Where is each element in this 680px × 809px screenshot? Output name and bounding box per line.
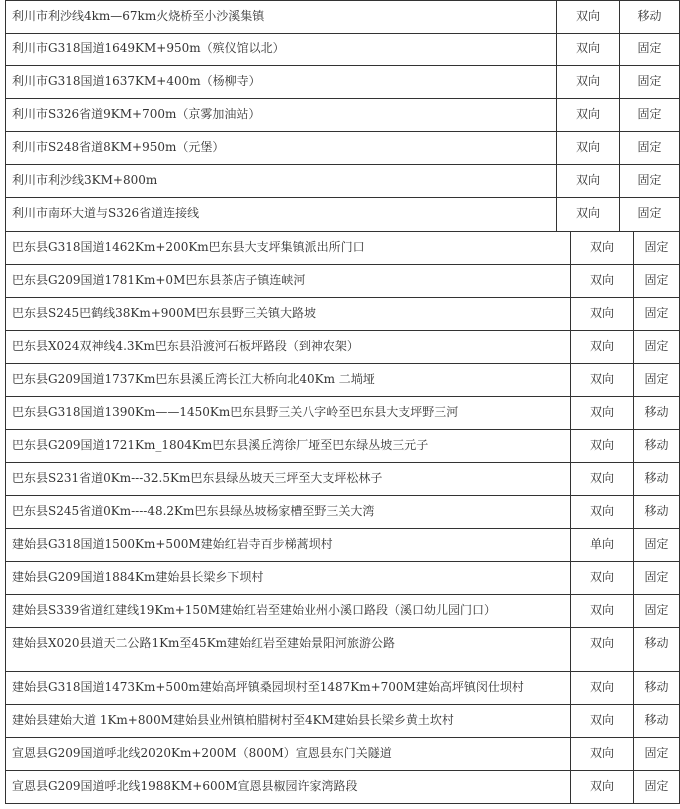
table-row bbox=[5, 198, 680, 232]
location-cell: 巴东县G209国道1737Km巴东县溪丘湾长江大桥向北40Km 二埫垭 bbox=[5, 364, 571, 397]
table-row bbox=[5, 496, 680, 529]
location-cell: 巴东县G209国道1721Km_1804Km巴东县溪丘湾徐厂垭至巴东绿丛坡三元子 bbox=[5, 430, 571, 463]
type-cell: 移动 bbox=[633, 463, 680, 496]
direction-cell: 双向 bbox=[556, 0, 620, 34]
table-row bbox=[5, 463, 680, 496]
location-cell: 建始县G209国道1884Km建始县长梁乡下坝村 bbox=[5, 562, 571, 595]
table-row bbox=[5, 298, 680, 331]
type-cell: 移动 bbox=[619, 0, 680, 34]
direction-cell: 双向 bbox=[570, 595, 634, 628]
direction-cell: 双向 bbox=[570, 705, 634, 738]
table-row bbox=[5, 595, 680, 628]
location-cell: 利川市G318国道1649KM+950m（殡仪馆以北） bbox=[5, 33, 557, 66]
location-cell: 利川市S248省道8KM+950m（元堡） bbox=[5, 132, 557, 165]
direction-cell: 双向 bbox=[556, 132, 620, 165]
table-row bbox=[5, 265, 680, 298]
type-cell: 移动 bbox=[633, 397, 680, 430]
direction-cell: 双向 bbox=[570, 430, 634, 463]
direction-cell: 双向 bbox=[570, 496, 634, 529]
direction-cell: 双向 bbox=[570, 331, 634, 364]
table-row bbox=[5, 705, 680, 738]
direction-cell: 双向 bbox=[570, 397, 634, 430]
location-cell: 建始县G318国道1500Km+500M建始红岩寺百步梯蒿坝村 bbox=[5, 529, 571, 562]
location-cell: 建始县G318国道1473Km+500m建始高坪镇桑园坝村至1487Km+700M建始高坪镇闵仕坝村 bbox=[5, 672, 571, 705]
type-cell: 固定 bbox=[633, 364, 680, 397]
type-cell: 固定 bbox=[619, 165, 680, 198]
location-cell: 巴东县S245巴鹤线38Km+900M巴东县野三关镇大路坡 bbox=[5, 298, 571, 331]
table-row bbox=[5, 165, 680, 198]
location-cell: 利川市S326省道9KM+700m（京雾加油站） bbox=[5, 99, 557, 132]
location-cell: 巴东县X024双神线4.3Km巴东县沿渡河石板坪路段（到神农架） bbox=[5, 331, 571, 364]
table-row bbox=[5, 132, 680, 165]
direction-cell: 双向 bbox=[570, 672, 634, 705]
location-cell: 宣恩县G209国道呼北线2020Km+200M（800M）宣恩县东门关隧道 bbox=[5, 738, 571, 771]
type-cell: 固定 bbox=[633, 331, 680, 364]
type-cell: 固定 bbox=[619, 33, 680, 66]
direction-cell: 双向 bbox=[570, 265, 634, 298]
location-cell: 建始县X020县道天二公路1Km至45Km建始红岩至建始景阳河旅游公路 bbox=[5, 628, 571, 672]
location-cell: 巴东县G318国道1462Km+200Km巴东县大支坪集镇派出所门口 bbox=[5, 232, 571, 265]
direction-cell: 双向 bbox=[570, 562, 634, 595]
table-row bbox=[5, 628, 680, 672]
location-cell: 利川市利沙线3KM+800m bbox=[5, 165, 557, 198]
type-cell: 固定 bbox=[633, 562, 680, 595]
location-cell: 利川市G318国道1637KM+400m（杨柳寺） bbox=[5, 66, 557, 99]
location-cell: 巴东县G209国道1781Km+0M巴东县茶店子镇连峡河 bbox=[5, 265, 571, 298]
direction-cell: 双向 bbox=[556, 33, 620, 66]
type-cell: 移动 bbox=[633, 705, 680, 738]
location-cell: 建始县S339省道红建线19Km+150M建始红岩至建始业州小溪口路段（溪口幼儿园门口） bbox=[5, 595, 571, 628]
direction-cell: 双向 bbox=[570, 463, 634, 496]
type-cell: 固定 bbox=[619, 132, 680, 165]
table-row bbox=[5, 331, 680, 364]
location-cell: 建始县建始大道 1Km+800M建始县业州镇柏腊树村至4KM建始县长梁乡黄土坎村 bbox=[5, 705, 571, 738]
direction-cell: 双向 bbox=[556, 165, 620, 198]
location-cell: 巴东县S245省道0Km----48.2Km巴东县绿丛坡杨家槽至野三关大湾 bbox=[5, 496, 571, 529]
table-row bbox=[5, 430, 680, 463]
direction-cell: 双向 bbox=[570, 364, 634, 397]
table-row bbox=[5, 99, 680, 132]
type-cell: 固定 bbox=[619, 66, 680, 99]
direction-cell: 双向 bbox=[570, 628, 634, 672]
type-cell: 移动 bbox=[633, 672, 680, 705]
location-cell: 巴东县S231省道0Km---32.5Km巴东县绿丛坡天三坪至大支坪松林子 bbox=[5, 463, 571, 496]
direction-cell: 双向 bbox=[570, 771, 634, 804]
location-cell: 利川市利沙线4km—67km火烧桥至小沙溪集镇 bbox=[5, 0, 557, 34]
type-cell: 移动 bbox=[633, 430, 680, 463]
direction-cell: 双向 bbox=[570, 738, 634, 771]
table-row bbox=[5, 364, 680, 397]
type-cell: 固定 bbox=[633, 298, 680, 331]
direction-cell: 单向 bbox=[570, 529, 634, 562]
type-cell: 固定 bbox=[633, 595, 680, 628]
table-row bbox=[5, 397, 680, 430]
table-row bbox=[5, 738, 680, 771]
table-row bbox=[5, 232, 680, 265]
table-row bbox=[5, 0, 680, 34]
direction-cell: 双向 bbox=[556, 99, 620, 132]
table-row bbox=[5, 771, 680, 804]
direction-cell: 双向 bbox=[570, 298, 634, 331]
table-row bbox=[5, 33, 680, 66]
table-row bbox=[5, 529, 680, 562]
direction-cell: 双向 bbox=[556, 198, 620, 232]
table-row bbox=[5, 672, 680, 705]
location-cell: 利川市南环大道与S326省道连接线 bbox=[5, 198, 557, 232]
type-cell: 固定 bbox=[619, 198, 680, 232]
type-cell: 固定 bbox=[633, 529, 680, 562]
type-cell: 固定 bbox=[633, 232, 680, 265]
type-cell: 固定 bbox=[633, 265, 680, 298]
type-cell: 固定 bbox=[633, 738, 680, 771]
type-cell: 固定 bbox=[633, 771, 680, 804]
location-cell: 宣恩县G209国道呼北线1988KM+600M宣恩县椒园许家湾路段 bbox=[5, 771, 571, 804]
direction-cell: 双向 bbox=[570, 232, 634, 265]
direction-cell: 双向 bbox=[556, 66, 620, 99]
type-cell: 移动 bbox=[633, 628, 680, 672]
table-row bbox=[5, 562, 680, 595]
type-cell: 固定 bbox=[619, 99, 680, 132]
type-cell: 移动 bbox=[633, 496, 680, 529]
table-row bbox=[5, 66, 680, 99]
location-cell: 巴东县G318国道1390Km——1450Km巴东县野三关八字岭至巴东县大支坪野三河 bbox=[5, 397, 571, 430]
